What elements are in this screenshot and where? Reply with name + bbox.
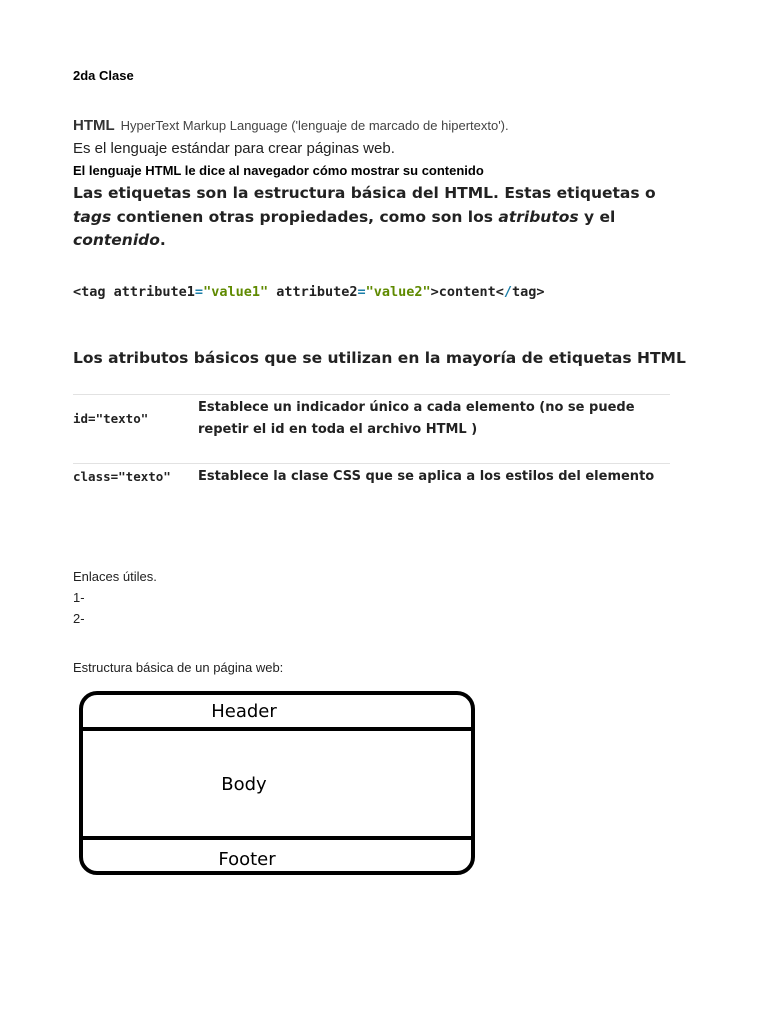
standard-language-text: Es el lenguaje estándar para crear páginas web. xyxy=(73,140,395,157)
code-eq-2: = xyxy=(357,284,366,300)
code-close-end: tag> xyxy=(511,284,545,300)
diagram-outline xyxy=(81,693,473,873)
html-definition: HyperText Markup Language ('lenguaje de marcado de hipertexto'). xyxy=(120,118,509,133)
tags-word: tags xyxy=(73,207,112,226)
code-value-2: "value2" xyxy=(365,284,431,300)
structure-title: Estructura básica de un página web: xyxy=(73,660,284,675)
page-structure-diagram xyxy=(70,685,490,885)
tags-text-2: contienen otras propiedades, como son los xyxy=(111,207,499,226)
link-item-2: 2- xyxy=(73,611,85,626)
tags-text-4: . xyxy=(159,231,166,249)
code-example xyxy=(73,284,544,300)
html-abbr: HTML xyxy=(73,117,115,134)
table-divider xyxy=(73,463,670,464)
attributes-heading: Los atributos básicos que se utilizan en la mayoría de etiquetas HTML xyxy=(73,349,686,367)
contenido-word: contenido xyxy=(73,231,160,249)
code-eq-1: = xyxy=(194,284,204,300)
links-title: Enlaces útiles. xyxy=(73,569,157,584)
link-item-1: 1- xyxy=(73,590,85,605)
page-heading: 2da Clase xyxy=(73,68,134,83)
table-divider xyxy=(73,394,670,395)
diagram-body-label: Body xyxy=(221,774,267,795)
attribute-code-id: id="texto" xyxy=(73,411,149,426)
code-close-open: >content< xyxy=(430,284,504,300)
tags-text-1: Las etiquetas son la estructura básica del HTML. Estas etiquetas o xyxy=(73,184,656,202)
tags-paragraph xyxy=(73,182,673,253)
diagram-header-label: Header xyxy=(211,701,277,722)
code-open: <tag attribute1 xyxy=(73,284,195,300)
code-value-1: "value1" xyxy=(203,284,269,300)
attribute-desc-id: Establece un indicador único a cada elemento (no se puede repetir el id en toda el archivo HTML ) xyxy=(198,400,635,437)
code-slash: / xyxy=(503,284,512,300)
attribute-desc-class: Establece la clase CSS que se aplica a los estilos del elemento xyxy=(198,469,655,484)
diagram-footer-label: Footer xyxy=(218,849,276,870)
tags-text-3: y el xyxy=(578,207,616,226)
browser-text: El lenguaje HTML le dice al navegador cómo mostrar su contenido xyxy=(73,163,484,178)
attribute-code-class: class="texto" xyxy=(73,469,171,484)
atributos-word: atributos xyxy=(498,207,579,226)
html-definition-line xyxy=(73,117,509,134)
code-mid: attribute2 xyxy=(268,284,358,300)
